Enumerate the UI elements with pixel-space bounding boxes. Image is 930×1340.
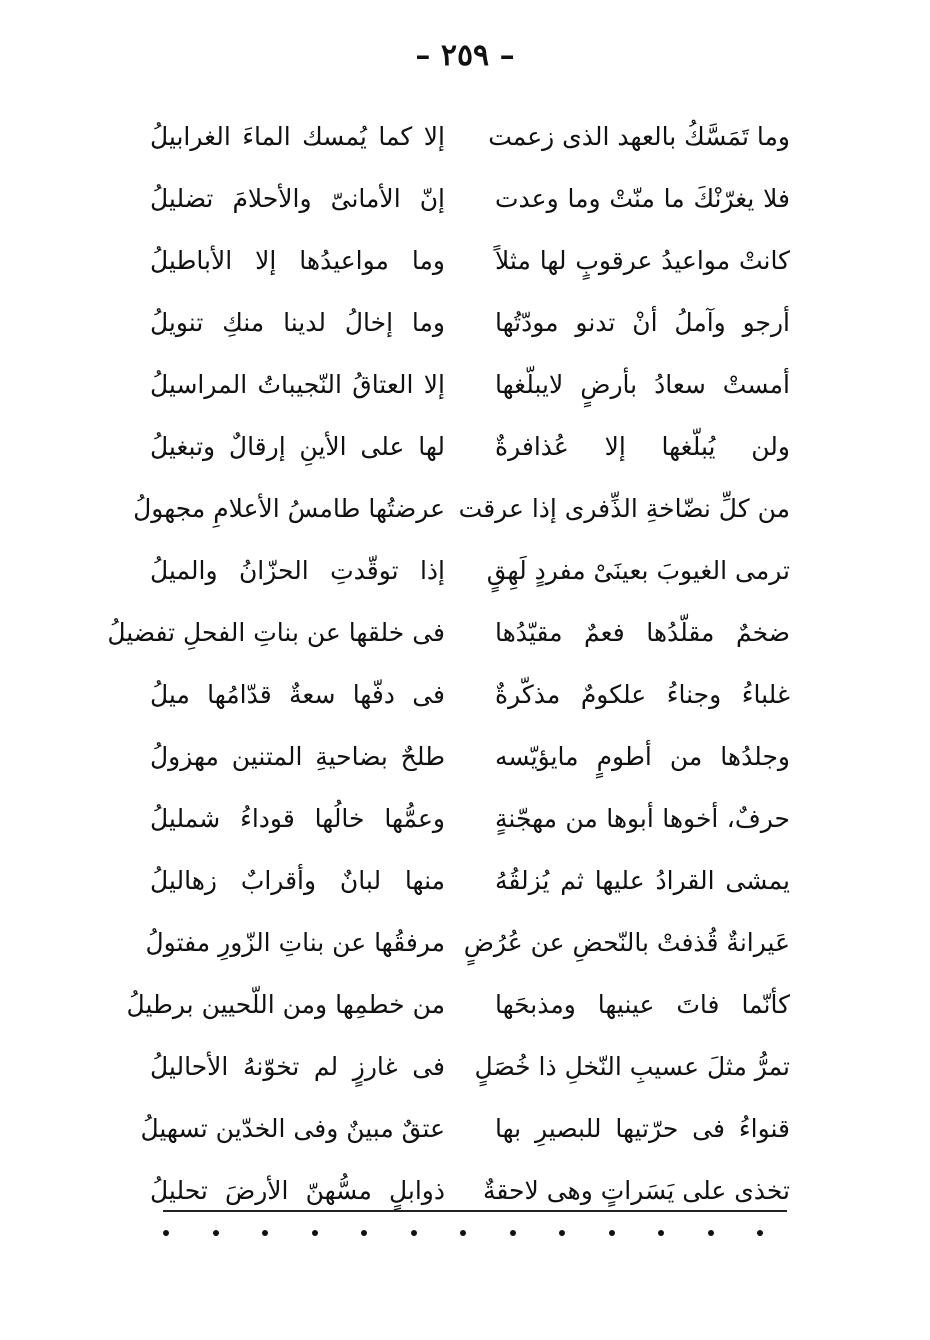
ornament-dot xyxy=(609,1230,615,1236)
verse-second-hemistich: فى غارزٍ لم تخوّنهُ الأحاليلُ xyxy=(150,1051,445,1081)
verse-row xyxy=(150,539,790,601)
verse-row xyxy=(150,167,790,229)
verse-second-hemistich: عتقٌ مبينٌ وفى الخدّين تسهيلُ xyxy=(140,1113,445,1143)
verse-row xyxy=(126,973,790,1035)
verse-first-hemistich: تمرُّ مثلَ عسيبِ النّخلِ ذا خُصَلٍ xyxy=(474,1051,790,1081)
verse-row xyxy=(133,477,790,539)
verse-first-hemistich: قنواءُ فى حرّتيها للبصيرِ بها xyxy=(495,1113,790,1143)
ornament-dot xyxy=(213,1230,219,1236)
verse-second-hemistich: وعمُّها خالُها قوداءُ شمليلُ xyxy=(150,803,445,833)
verse-second-hemistich: إلا العتاقُ النّجيباتُ المراسيلُ xyxy=(150,369,445,399)
ornament-dot xyxy=(361,1230,367,1236)
verse-row xyxy=(150,725,790,787)
ornament-dot xyxy=(262,1230,268,1236)
verse-second-hemistich: مرفقُها عن بناتِ الزّورِ مفتولُ xyxy=(145,927,445,957)
verse-first-hemistich: تخذى على يَسَراتٍ وهى لاحقةٌ xyxy=(483,1175,790,1205)
ornament-dot xyxy=(163,1230,169,1236)
verse-first-hemistich: غلباءُ وجناءُ علكومٌ مذكّرةٌ xyxy=(495,679,790,709)
verse-row xyxy=(150,1035,790,1097)
verse-first-hemistich: كأنّما فاتَ عينيها ومذبحَها xyxy=(495,989,790,1019)
verse-row xyxy=(150,291,790,353)
poem-body xyxy=(107,105,790,1221)
ornament-dot xyxy=(312,1230,318,1236)
verse-first-hemistich: حرفٌ، أخوها أبوها من مهجّنةٍ xyxy=(495,803,790,833)
ornament-dot xyxy=(757,1230,763,1236)
verse-first-hemistich: ترمى الغيوبَ بعينَىْ مفردٍ لَهِقٍ xyxy=(486,555,790,585)
verse-second-hemistich: إلا كما يُمسك الماءَ الغرابيلُ xyxy=(150,121,445,151)
verse-first-hemistich: أمستْ سعادُ بأرضٍ لايبلّغها xyxy=(495,369,790,399)
horizontal-divider xyxy=(163,1210,787,1212)
verse-second-hemistich: إذا توقّدتِ الحزّانُ والميلُ xyxy=(150,555,445,585)
verse-first-hemistich: كانتْ مواعيدُ عرقوبٍ لها مثلاً xyxy=(495,245,790,275)
verse-second-hemistich: فى خلقها عن بناتِ الفحلِ تفضيلُ xyxy=(107,617,445,647)
verse-row xyxy=(150,353,790,415)
verse-row xyxy=(145,911,790,973)
verse-first-hemistich: وجلدُها من أطومٍ مايؤيّسه xyxy=(495,741,790,771)
ornamental-dot-row xyxy=(163,1230,763,1236)
verse-first-hemistich: ضخمٌ مقلّدُها فعمٌ مقيّدُها xyxy=(495,617,790,647)
verse-second-hemistich: لها على الأينِ إرقالٌ وتبغيلُ xyxy=(150,431,445,461)
verse-row xyxy=(150,663,790,725)
verse-second-hemistich: منها لبانٌ وأقرابٌ زهاليلُ xyxy=(150,865,445,895)
verse-second-hemistich: وما مواعيدُها إلا الأباطيلُ xyxy=(150,245,445,275)
ornament-dot xyxy=(559,1230,565,1236)
verse-second-hemistich: ذوابلٍ مسُّهنّ الأرضَ تحليلُ xyxy=(150,1175,445,1205)
ornament-dot xyxy=(411,1230,417,1236)
ornament-dot xyxy=(658,1230,664,1236)
verse-row xyxy=(107,601,790,663)
verse-row xyxy=(150,849,790,911)
verse-second-hemistich: إنّ الأمانىّ والأحلامَ تضليلُ xyxy=(150,183,445,213)
verse-first-hemistich: وما تَمَسَّكُ بالعهد الذى زعمت xyxy=(488,121,790,151)
verse-first-hemistich: أرجو وآملُ أنْ تدنو مودّتُها xyxy=(495,307,790,337)
verse-second-hemistich: من خطمِها ومن اللّحيين برطيلُ xyxy=(126,989,445,1019)
verse-second-hemistich: طلحٌ بضاحيةِ المتنين مهزولُ xyxy=(150,741,445,771)
verse-first-hemistich: يمشى القرادُ عليها ثم يُزلقُهُ xyxy=(495,865,790,895)
verse-row xyxy=(150,105,790,167)
ornament-dot xyxy=(510,1230,516,1236)
verse-second-hemistich: فى دفّها سعةٌ قدّامُها ميلُ xyxy=(150,679,445,709)
ornament-dot xyxy=(460,1230,466,1236)
verse-second-hemistich: عرضتُها طامسُ الأعلامِ مجهولُ xyxy=(133,493,445,523)
verse-first-hemistich: عَيرانةٌ قُذفتْ بالنّحضِ عن عُرُضٍ xyxy=(463,927,790,957)
verse-first-hemistich: ولن يُبلّغها إلا عُذافرةٌ xyxy=(495,431,790,461)
verse-row xyxy=(150,787,790,849)
verse-row xyxy=(140,1097,790,1159)
verse-row xyxy=(150,229,790,291)
verse-second-hemistich: وما إخالُ لدينا منكِ تنويلُ xyxy=(150,307,445,337)
verse-first-hemistich: من كلِّ نضّاخةِ الذِّفرى إذا عرقت xyxy=(458,493,790,523)
verse-first-hemistich: فلا يغرّنْكَ ما منّتْ وما وعدت xyxy=(495,183,790,213)
verse-row xyxy=(150,415,790,477)
page-number: – ٢٥٩ – xyxy=(415,38,515,73)
ornament-dot xyxy=(708,1230,714,1236)
